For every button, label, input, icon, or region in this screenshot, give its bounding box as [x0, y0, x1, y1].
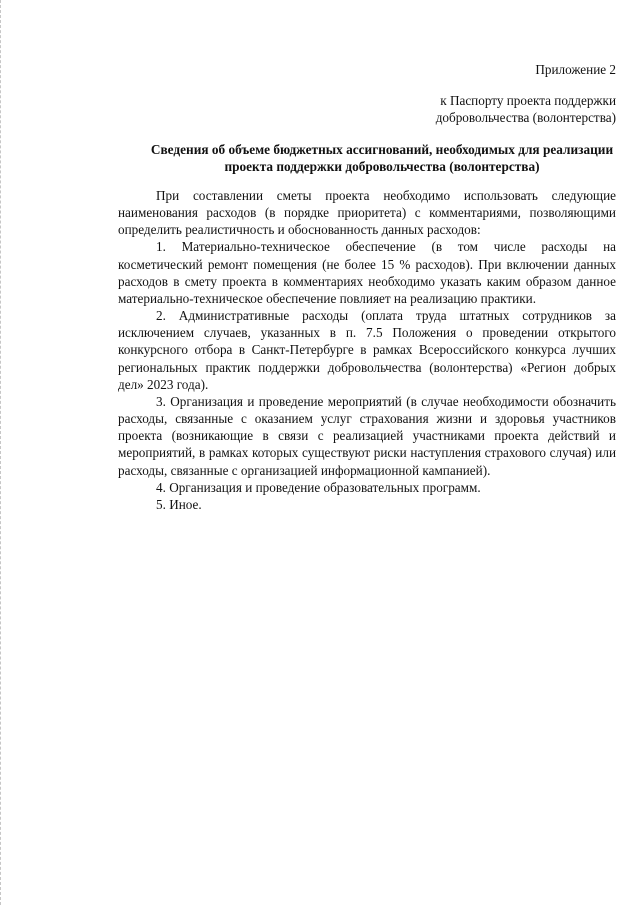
title-line-1: Сведения об объеме бюджетных ассигнований, необходимых для реализации: [150, 142, 614, 157]
document-title: [118, 141, 616, 175]
scan-edge-mark: [0, 0, 7, 905]
document-page: [118, 0, 616, 905]
list-item-2: 2. Административные расходы (оплата труда штатных сотрудников за исключением случаев, указанных в п. 7.5 Положения о проведении открытого конкурсного отбора в Санкт-Петербурге в рамках Всероссийского конкурса лучших региональных практик поддержки добровольчества (волонтерства) «Регион добрых дел» 2023 года).: [118, 308, 616, 392]
passport-line-1: к Паспорту проекта поддержки: [440, 93, 616, 108]
annex-label: Приложение 2: [535, 62, 616, 77]
list-item-4: 4. Организация и проведение образовательных программ.: [156, 479, 481, 495]
passport-line-2: добровольчества (волонтерства): [435, 110, 616, 125]
list-item-1: 1. Материально-техническое обеспечение (в том числе расходы на косметический ремонт помещения (не более 15 % расходов). При включении данных расходов в смету проекта в комментариях необходимо указать каким образом данное материально-техническое обеспечение повлияет на реализацию практики.: [118, 239, 616, 306]
list-item-3: 3. Организация и проведение мероприятий (в случае необходимости обозначить расходы, связанные с оказанием услуг страхования жизни и здоровья участников проекта (возникающие в связи с реализацией участниками проекта действий и мероприятий, в рамках которых существуют риски наступления страхового случая) или расходы, связанные с организацией информационной кампанией).: [118, 393, 616, 478]
document-body: [118, 187, 616, 513]
title-line-2: проекта поддержки добровольчества (волонтерства): [224, 159, 540, 174]
passport-reference: [436, 92, 616, 126]
intro-paragraph: При составлении сметы проекта необходимо использовать следующие наименования расходов (в порядке приоритета) с комментариями, позволяющими определить реалистичность и обоснованность данных расходов:: [118, 188, 616, 238]
list-item-5: 5. Иное.: [156, 496, 202, 512]
